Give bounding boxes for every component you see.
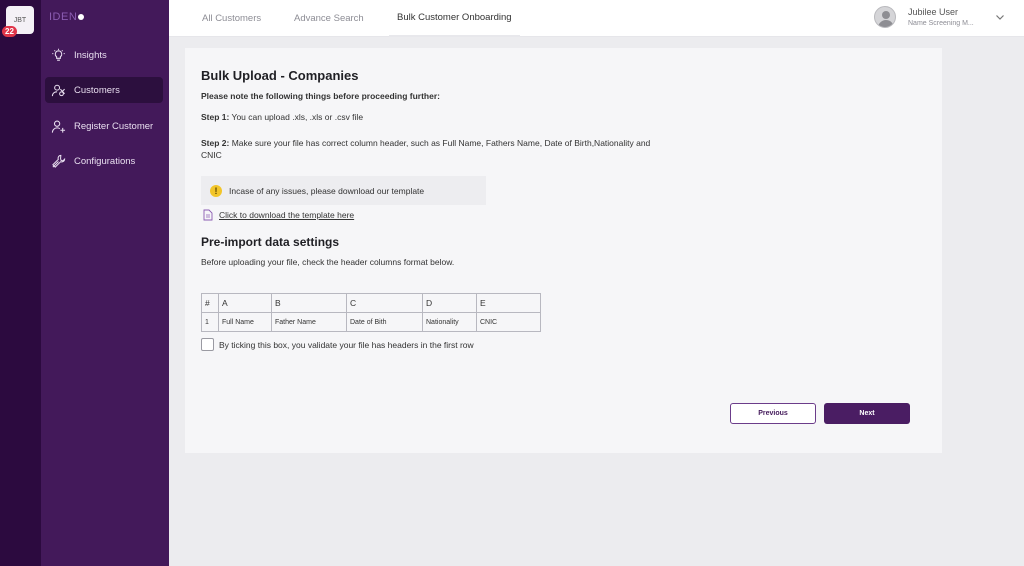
settings-title: Pre-import data settings xyxy=(201,235,340,249)
brand-logo xyxy=(49,11,84,23)
user-menu[interactable] xyxy=(874,6,1006,28)
sidebar-item-label: Configurations xyxy=(74,155,136,167)
table-header-cell: # xyxy=(202,294,219,313)
table-header-cell: D xyxy=(423,294,477,313)
app-logo-text: JBT xyxy=(13,16,27,24)
settings-description: Before uploading your file, check the header columns format below. xyxy=(201,257,455,267)
sidebar-item-label: Insights xyxy=(74,49,107,61)
lightbulb-icon xyxy=(49,46,67,64)
table-header-cell: B xyxy=(272,294,347,313)
table-cell: Father Name xyxy=(272,313,347,332)
user-name: Jubilee User xyxy=(908,7,959,17)
alert-text: Incase of any issues, please download our template xyxy=(229,185,425,196)
top-bar xyxy=(169,0,1024,37)
next-button[interactable]: Next xyxy=(824,403,910,424)
tools-icon xyxy=(49,152,67,170)
sidebar-item-register-customer[interactable] xyxy=(45,113,163,139)
step-2 xyxy=(201,137,661,162)
table-cell: 1 xyxy=(202,313,219,332)
step-2-text: Make sure your file has correct column header, such as Full Name, Fathers Name, Date of Birth,Nationality and CNIC xyxy=(201,137,651,160)
table-row xyxy=(202,313,541,332)
document-icon xyxy=(203,209,213,221)
bulk-upload-card xyxy=(185,48,942,453)
header-format-table xyxy=(201,293,541,332)
table-header-cell: A xyxy=(219,294,272,313)
step-2-label: Step 2: xyxy=(201,137,230,148)
sidebar-item-customers[interactable] xyxy=(45,77,163,103)
download-link-text[interactable]: Click to download the template here xyxy=(219,210,355,220)
sidebar-item-configurations[interactable] xyxy=(45,148,163,174)
sidebar-item-label: Register Customer xyxy=(74,120,154,132)
warning-icon: ! xyxy=(210,185,222,197)
step-1 xyxy=(201,111,661,124)
tab-all-customers[interactable]: All Customers xyxy=(202,13,262,24)
sidebar-item-insights[interactable] xyxy=(45,42,163,68)
headers-confirmation xyxy=(201,338,474,351)
tab-advance-search[interactable]: Advance Search xyxy=(294,13,364,24)
table-cell: Nationality xyxy=(423,313,477,332)
brand-name: IDEN xyxy=(49,11,78,23)
headers-checkbox[interactable] xyxy=(201,338,214,351)
chevron-down-icon[interactable] xyxy=(994,11,1006,23)
download-template-link[interactable] xyxy=(203,209,354,221)
customers-icon xyxy=(49,81,67,99)
table-header-cell: C xyxy=(347,294,423,313)
table-header-cell: E xyxy=(477,294,541,313)
app-rail xyxy=(0,0,41,566)
brand-dot-icon xyxy=(78,14,84,20)
table-cell: Date of Bith xyxy=(347,313,423,332)
add-user-icon xyxy=(49,117,67,135)
checkbox-label: By ticking this box, you validate your file has headers in the first row xyxy=(219,339,474,350)
table-cell: Full Name xyxy=(219,313,272,332)
page-title: Bulk Upload - Companies xyxy=(201,68,359,83)
step-1-text: You can upload .xls, .xls or .csv file xyxy=(229,112,364,122)
workspace xyxy=(169,37,1024,566)
sidebar-item-label: Customers xyxy=(74,84,120,96)
table-cell: CNIC xyxy=(477,313,541,332)
template-alert xyxy=(201,176,486,205)
notification-badge: 22 xyxy=(2,26,17,37)
sidebar xyxy=(41,0,169,566)
step-1-label: Step 1: xyxy=(201,112,230,122)
previous-button[interactable]: Previous xyxy=(730,403,816,424)
user-role: Name Screening M... xyxy=(908,20,974,27)
avatar xyxy=(874,6,896,28)
tab-bulk-customer-onboarding[interactable]: Bulk Customer Onboarding xyxy=(389,0,520,37)
instructions-note: Please note the following things before proceeding further: xyxy=(201,91,440,101)
